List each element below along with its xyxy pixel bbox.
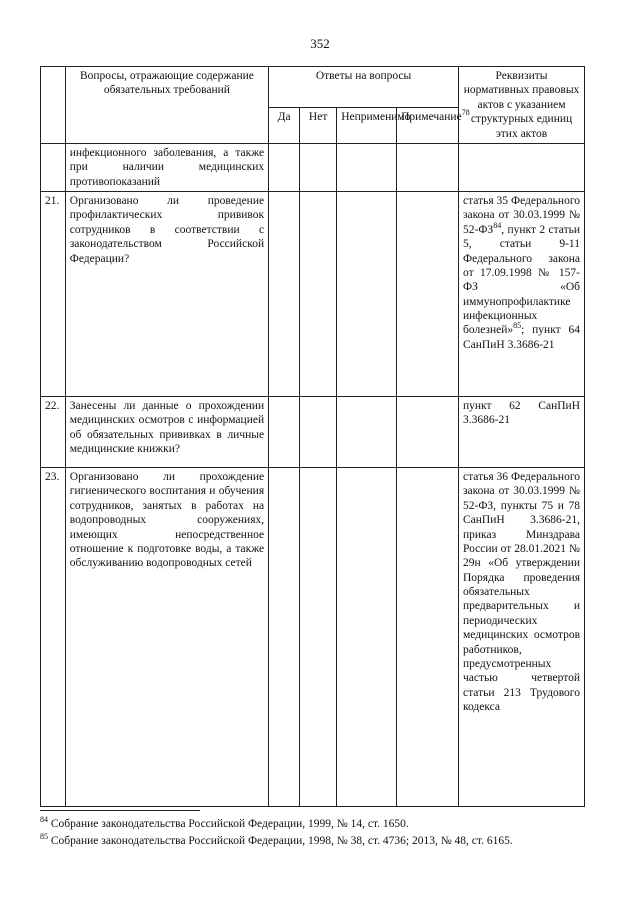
answer-note-cell [397,192,459,397]
footnote-text: Собрание законодательства Российской Федерации, 1999, № 14, ст. 1650. [48,818,409,830]
answer-yes-cell [269,192,300,397]
header-num-cell [41,67,66,144]
answer-na-cell [337,397,397,468]
row-question: Организовано ли проведение профилактических прививок сотрудников в соответствии с законодательством Российской Федерации? [65,192,268,397]
row-num-cell [41,143,66,191]
table-row-continuation [41,143,585,191]
footnote-mark: 85 [40,831,48,841]
answer-yes-cell [269,468,300,807]
requirements-table [40,66,585,807]
row-question: Организовано ли прохождение гигиенического воспитания и обучения сотрудников, занятых в работах на водопроводных сооружениях, имеющих непосредственное отношение к подготовке воды, а также обслуживанию водопроводных сетей [65,468,268,807]
answer-yes-cell [269,143,300,191]
answer-note-cell [397,143,459,191]
answer-na-cell [337,192,397,397]
answer-na-cell [337,468,397,807]
table-row [41,468,585,807]
answer-no-cell [300,397,337,468]
page-number: 352 [310,36,330,51]
header-answers: Ответы на вопросы [269,67,459,108]
header-note [397,108,470,144]
row-requisites: пункт 62 СанПиН 3.3686-21 [459,397,585,468]
header-questions: Вопросы, отражающие содержание обязательных требований [65,67,268,144]
row-number: 23. [41,468,66,807]
answer-no-cell [300,192,337,397]
footnotes [40,816,600,849]
answer-na-cell [337,143,397,191]
footnote-ref-85: 85 [513,321,522,331]
header-note-ref: 78 [461,108,470,118]
table-row [41,397,585,468]
header-yes: Да [269,108,300,144]
row-number: 22. [41,397,66,468]
requisites-part-b: , пункт 2 статьи 5, статьи 9-11 Федерального закона от 17.09.1998 № 157-ФЗ «Об иммунопрофилактике инфекционных болезней» [463,223,580,337]
row-requisites [459,192,585,397]
footnote-mark: 84 [40,815,48,825]
footnote-ref-84: 84 [493,220,502,230]
requisites-part-a: статья 35 Федерального закона от 30.03.1999 № 52-ФЗ [463,195,580,236]
answer-no-cell [300,143,337,191]
answer-note-cell [397,468,459,807]
requisites-part-c: ; пункт 64 СанПиН 3.3686-21 [463,324,580,351]
row-requisites [459,143,585,191]
header-note-label: Примечание [401,111,462,123]
header-requisites: Реквизиты нормативных правовых актов с указанием структурных единиц этих актов [459,67,585,144]
header-not-applicable: Неприменимо [337,108,397,144]
footnote-divider [40,810,200,811]
row-question: Занесены ли данные о прохождении медицинских осмотров с информацией об обязательных прививках в личные медицинские книжки? [65,397,268,468]
footnote-text: Собрание законодательства Российской Федерации, 1998, № 38, ст. 4736; 2013, № 48, ст. 6165. [48,834,513,847]
answer-yes-cell [269,397,300,468]
footnote-85 [40,833,600,850]
row-question: инфекционного заболевания, а также при наличии медицинских противопоказаний [65,143,268,191]
table-row [41,192,585,397]
answer-no-cell [300,468,337,807]
row-requisites: статья 36 Федерального закона от 30.03.1999 № 52-ФЗ, пункты 75 и 78 СанПиН 3.3686-21, приказ Минздрава России от 28.01.2021 № 29н «Об утверждении Порядка проведения обязательных предварительных и периодических медицинских осмотров работников, предусмотренных частью четвертой статьи 213 Трудового кодекса [459,468,585,807]
header-no: Нет [300,108,337,144]
footnote-84 [40,816,600,833]
answer-note-cell [397,397,459,468]
row-number: 21. [41,192,66,397]
table-header-row [41,67,585,108]
